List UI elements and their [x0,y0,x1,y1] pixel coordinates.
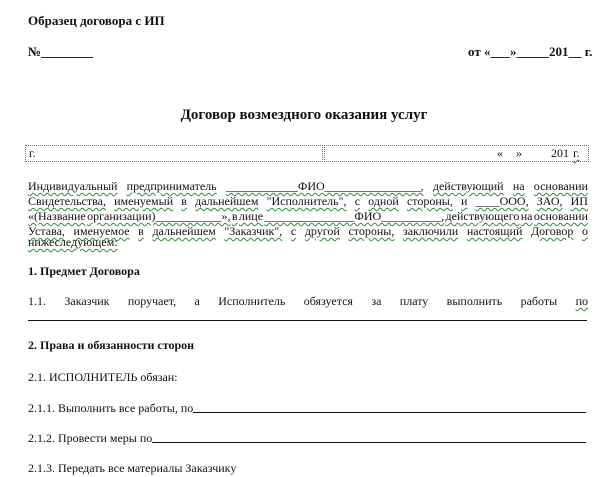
word: заключили [402,224,459,238]
word: именуемое [73,224,130,238]
word: в [231,209,238,223]
word: ____ООО, [475,194,529,208]
word: а [194,294,200,308]
section-1-heading: 1. Предмет Договора [28,264,140,278]
word: Свидетельства, [28,194,106,208]
word: основании [533,209,588,223]
word: настоящий [466,224,523,238]
word: одной [368,194,399,208]
word: действующий [432,179,504,193]
item-2-1: 2.1. ИСПОЛНИТЕЛЬ обязан: [28,370,178,384]
city-label: г. [29,146,36,160]
word: поручает, [127,294,177,308]
word: «(Название [28,209,86,223]
word: о [582,224,588,238]
word: организации)___________», [87,209,231,223]
word: "Заказчик", [224,224,283,238]
preamble-line-3 [28,209,588,224]
word: Исполнитель [218,294,286,308]
preamble-line-2 [28,194,588,209]
word: в [181,194,187,208]
page-title: Договор возмездного оказания услуг [180,107,428,123]
contract-number: №________ [28,44,94,59]
preamble-line-1 [28,179,588,194]
word: на [512,179,525,193]
word: плату [399,294,429,308]
fill-line-1-1 [28,320,587,321]
word: ____________ФИО________________, [225,179,424,193]
item-2-1-1: 2.1.1. Выполнить все работы, по [28,401,194,415]
date-year: 201 [551,146,569,160]
fill-line-2-1-1 [193,412,586,413]
word: Устава, [28,224,65,238]
preamble-line-5: нижеследующем: [28,235,118,249]
word: стороны, [406,194,453,208]
word: с [290,224,297,238]
word: дальнейшем [152,224,216,238]
city-field[interactable] [25,145,323,162]
word: по [575,294,588,308]
item-1-1 [28,294,588,309]
date-open-quote: « [497,146,503,160]
date-close-quote: » [516,146,522,160]
word: обязуется [303,294,353,308]
sample-label: Образец договора с ИП [28,13,165,28]
word: предприниматель [126,179,217,193]
word: за [371,294,382,308]
word: действующего [445,209,520,223]
item-2-1-3: 2.1.3. Передать все материалы Заказчику [28,461,237,475]
word: выполнить [446,294,503,308]
word: "Исполнитель", [266,194,347,208]
word: другой [304,224,340,238]
word: стороны, [348,224,395,238]
word: Индивидуальный [28,179,118,193]
word: ЗАО, [536,194,563,208]
section-2-heading: 2. Права и обязанности сторон [28,338,195,352]
word: и [461,194,468,208]
word: ИП [570,194,588,208]
fill-line-2-1-2 [152,442,586,443]
word: лице [238,209,264,223]
word: Заказчик [64,294,110,308]
word: на [520,209,533,223]
word: именуемый [114,194,174,208]
word: работы [520,294,558,308]
word: 1.1. [28,294,46,308]
item-2-1-2: 2.1.2. Провести меры по [28,431,153,445]
word: дальнейшем [195,194,259,208]
word: _______________ФИО__________, [264,209,445,223]
word: основании [533,179,588,193]
date-year-suffix: г. [573,146,580,160]
date-field[interactable] [324,145,589,162]
contract-date: от «___»_____201__ г. [468,44,593,59]
word: с [354,194,361,208]
word: Договор [530,224,574,238]
word: в [138,224,144,238]
